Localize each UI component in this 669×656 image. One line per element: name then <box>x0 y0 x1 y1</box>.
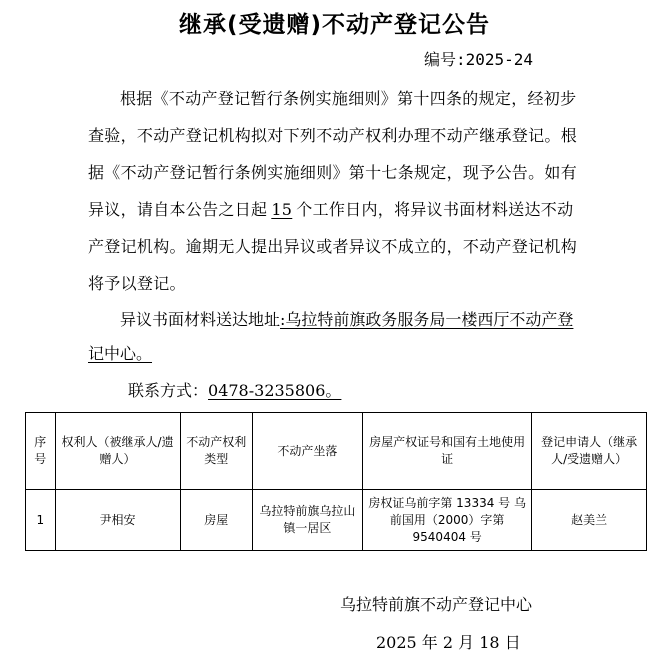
notice-paragraph <box>88 80 588 302</box>
cell-location: 乌拉特前旗乌拉山镇一居区 <box>252 490 362 551</box>
header-location: 不动产坐落 <box>252 413 362 490</box>
contact-info <box>128 378 341 401</box>
objection-address <box>88 303 588 371</box>
objection-days: 15 <box>271 200 293 219</box>
notice-text-before-days: 根据《不动产登记暂行条例实施细则》第十四条的规定，经初步查验，不动产登记机构拟对下列不动产权利办理不动产继承登记。根据《不动产登记暂行条例实施细则》第十七条规定，现予公告。如有异议，请自本公告之日起 <box>88 89 578 219</box>
header-no: 序号 <box>26 413 56 490</box>
address-value: :乌拉特前旗政务服务局一楼西厅不动产登记中心。 <box>88 310 574 363</box>
cell-applicant: 赵美兰 <box>532 490 647 551</box>
header-right-type: 不动产权利类型 <box>180 413 252 490</box>
notice-text-after-days: 个工作日内，将异议书面材料送达不动产登记机构。逾期无人提出异议或者异议不成立的，不动产登记机构将予以登记。 <box>88 200 578 293</box>
cell-no: 1 <box>26 490 56 551</box>
page-title: 继承(受遗赠)不动产登记公告 <box>178 12 491 38</box>
document-number: 编号:2025-24 <box>424 50 534 69</box>
cell-owner: 尹相安 <box>55 490 180 551</box>
cell-certificate: 房权证乌前字第 13334 号 乌前国用（2000）字第9540404 号 <box>363 490 532 551</box>
issue-date: 2025 年 2 月 18 日 <box>376 633 521 652</box>
table-row <box>26 490 647 551</box>
registration-table <box>25 412 647 551</box>
table-header-row <box>26 413 647 490</box>
header-owner: 权利人（被继承人/遗赠人） <box>55 413 180 490</box>
header-applicant: 登记申请人（继承人/受遗赠人） <box>532 413 647 490</box>
contact-phone: 0478-3235806。 <box>208 381 342 400</box>
cell-right-type: 房屋 <box>180 490 252 551</box>
issuing-organization: 乌拉特前旗不动产登记中心 <box>340 595 533 614</box>
contact-label: 联系方式： <box>128 381 209 400</box>
header-certificate: 房屋产权证号和国有土地使用证 <box>363 413 532 490</box>
address-label: 异议书面材料送达地址 <box>120 310 281 329</box>
